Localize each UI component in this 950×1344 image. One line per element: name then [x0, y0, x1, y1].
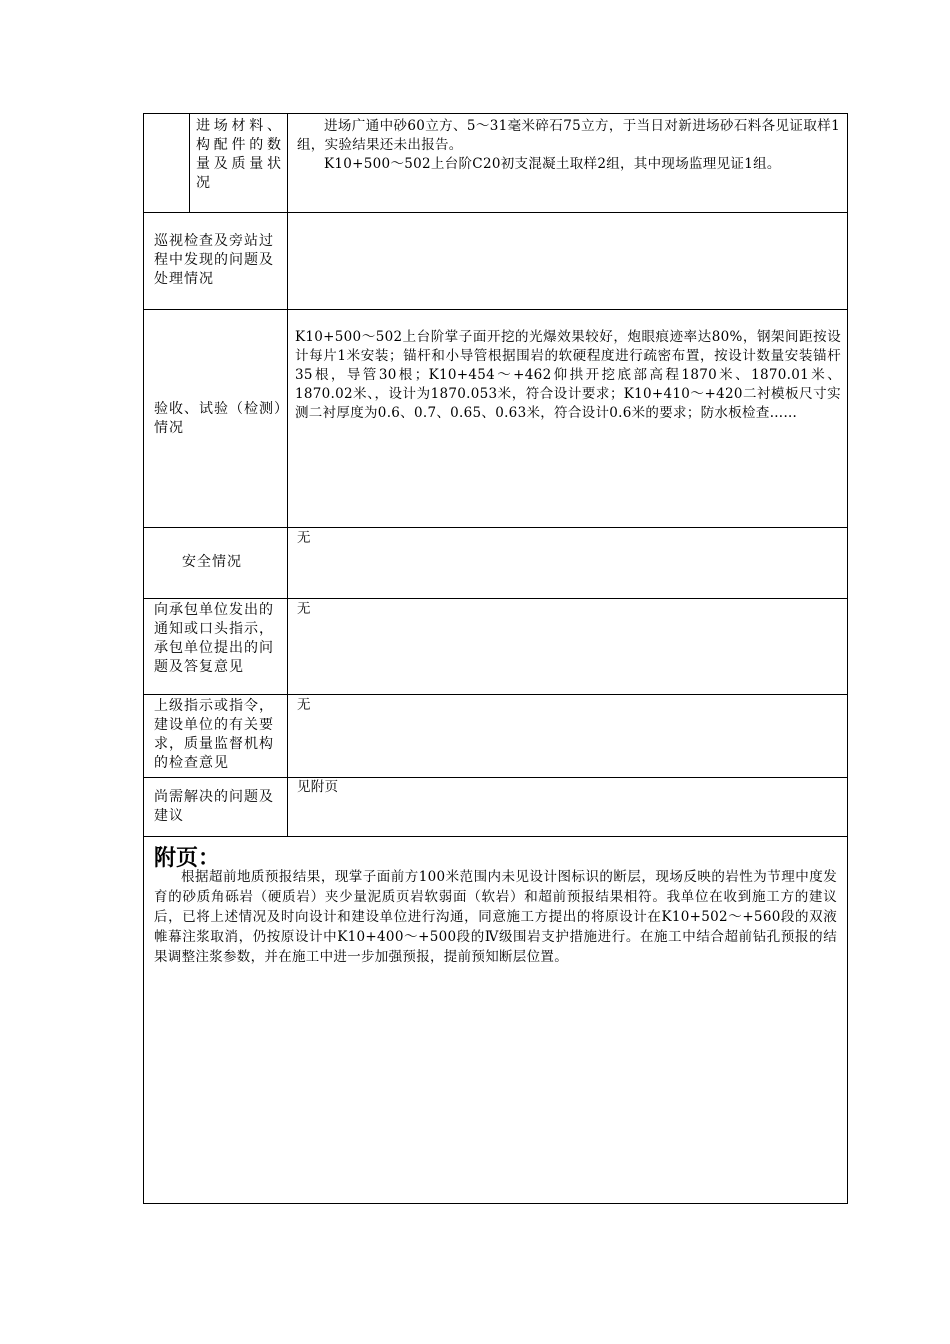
pending-label: 尚需解决的问题及建议: [154, 789, 274, 824]
materials-paragraph: 进场广通中砂60立方、5～31毫米碎石75立方，于当日对新进场砂石料各见证取样1组，实验结果还未出报告。: [297, 118, 840, 153]
row-divider: [144, 836, 847, 837]
acceptance-label: 验收、试验（检测）情况: [154, 401, 282, 436]
appendix-paragraph: 根据超前地质预报结果，现掌子面前方100米范围内未见设计图标识的断层，现场反映的岩性为节理中度发育的砂质角砾岩（硬质岩）夹少量泥质页岩软弱面（软岩）和超前预报结果相符。我单位在收到施工方的建议后，已将上述情况及时向设计和建设单位进行沟通，同意施工方提出的将原设计在K10+502～+560段的双液帷幕注浆取消，仍按原设计中K10+400～+500段的Ⅳ级围岩支护措施进行。在施工中结合超前钻孔预报的结果调整注浆参数，并在施工中进一步加强预报，提前预知断层位置。: [154, 869, 837, 965]
row-divider: [144, 694, 847, 695]
safety-label: 安全情况: [182, 554, 242, 570]
materials-label: 进场材料、构配件的数量及质量状况: [196, 118, 282, 191]
inspection-label: 巡视检查及旁站过程中发现的问题及处理情况: [154, 233, 274, 287]
row-divider: [144, 212, 847, 213]
notices-label: 向承包单位发出的通知或口头指示，承包单位提出的问题及答复意见: [154, 602, 274, 675]
column-divider: [287, 114, 288, 836]
materials-content: [297, 117, 840, 174]
appendix-text: [154, 867, 837, 967]
appendix-title: 附页：: [154, 846, 221, 871]
log-form-table: [143, 113, 848, 1204]
acceptance-content: K10+500～502上台阶掌子面开挖的光爆效果较好，炮眼痕迹率达80%，钢架间距按设计每片1米安装；锚杆和小导管根据围岩的软硬程度进行疏密布置，按设计数量安装锚杆35根，导管30根；K10+454～+462仰拱开挖底部高程1870米、1870.01米、1870.02米、，设计为1870.053米，符合设计要求；K10+410～+420二衬模板尺寸实测二衬厚度为0.6、0.7、0.65、0.63米，符合设计0.6米的要求；防水板检查……: [295, 329, 841, 421]
materials-paragraph: K10+500～502上台阶C20初支混凝土取样2组，其中现场监理见证1组。: [324, 156, 781, 172]
row-divider: [144, 309, 847, 310]
notices-content: 无: [297, 601, 311, 617]
superior-content: 无: [297, 697, 311, 713]
row-divider: [144, 527, 847, 528]
pending-content: 见附页: [297, 779, 339, 795]
safety-content: 无: [297, 530, 311, 546]
column-divider: [189, 114, 190, 212]
row-divider: [144, 598, 847, 599]
superior-label: 上级指示或指令，建设单位的有关要求，质量监督机构的检查意见: [154, 698, 274, 771]
